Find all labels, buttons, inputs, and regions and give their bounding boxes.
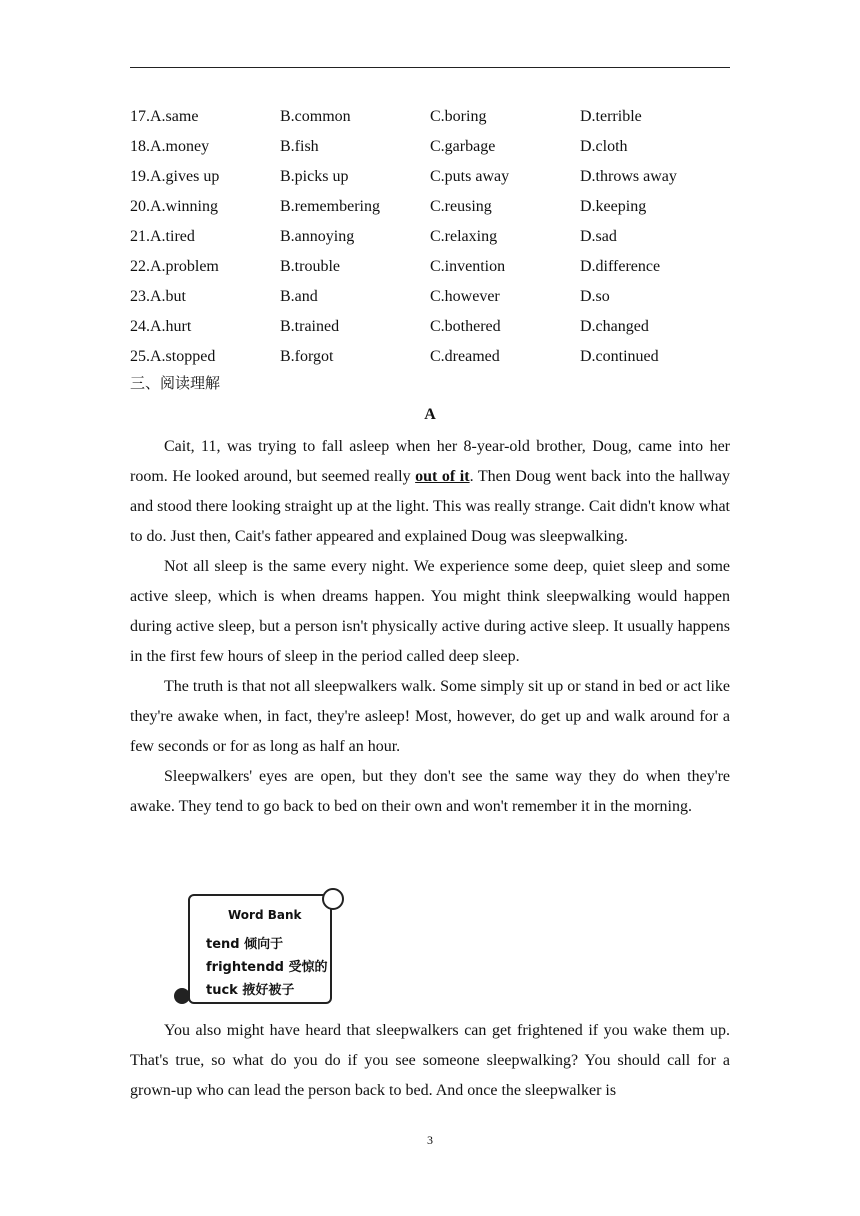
- word-bank-entry: tend 倾向于: [206, 937, 284, 952]
- header-rule: [130, 67, 730, 68]
- paragraph-1: Cait, 11, was trying to fall asleep when her 8-year-old brother, Doug, came into her room. He looked around, but seemed really out of it. Then Doug went back into the hallway and stood there looking straight up at the light. This was really strange. Cait didn't know what to do. Just then, Cait's father appeared and explained Doug was sleepwalking.: [130, 438, 731, 545]
- option-a: 20.A.winning: [130, 198, 218, 215]
- option-a: 23.A.but: [130, 288, 186, 305]
- option-c: C.relaxing: [430, 228, 498, 245]
- section-heading: 三、阅读理解: [130, 374, 221, 392]
- option-row-19: [130, 162, 730, 192]
- option-a: 18.A.money: [130, 138, 210, 155]
- option-d: D.terrible: [580, 108, 642, 125]
- option-c: C.garbage: [430, 138, 496, 155]
- option-c: C.boring: [430, 108, 487, 125]
- option-a: 24.A.hurt: [130, 318, 192, 335]
- option-d: D.sad: [580, 228, 617, 245]
- option-b: B.annoying: [280, 228, 355, 245]
- option-b: B.fish: [280, 138, 319, 155]
- option-c: C.invention: [430, 258, 506, 275]
- option-c: C.reusing: [430, 198, 492, 215]
- passage-title: A: [424, 406, 436, 423]
- option-b: B.forgot: [280, 348, 334, 365]
- option-d: D.changed: [580, 318, 649, 335]
- option-c: C.however: [430, 288, 500, 305]
- option-row-18: [130, 132, 730, 162]
- paragraph-3: The truth is that not all sleepwalkers walk. Some simply sit up or stand in bed or act like they're awake when, in fact, they're asleep! Most, however, do get up and walk around for a few seconds or for as long as half an hour.: [130, 678, 730, 755]
- scroll-curl-icon: [174, 988, 190, 1004]
- word-bank-scroll: [172, 886, 344, 1008]
- option-d: D.cloth: [580, 138, 628, 155]
- passage-body: [130, 432, 730, 822]
- scroll-curl-icon: [322, 888, 344, 910]
- paragraph-5: You also might have heard that sleepwalkers can get frightened if you wake them up. That's true, so what do you do if you see someone sleepwalking? You should call for a grown-up who can lead the person back to bed. And once the sleepwalker is: [130, 1022, 730, 1099]
- option-c: C.dreamed: [430, 348, 500, 365]
- option-b: B.trouble: [280, 258, 340, 275]
- options-table: [130, 102, 730, 372]
- option-a: 17.A.same: [130, 108, 199, 125]
- option-d: D.throws away: [580, 168, 677, 185]
- option-b: B.remembering: [280, 198, 380, 215]
- option-b: B.common: [280, 108, 351, 125]
- option-row-21: [130, 222, 730, 252]
- option-c: C.bothered: [430, 318, 501, 335]
- option-d: D.keeping: [580, 198, 647, 215]
- option-d: D.difference: [580, 258, 661, 275]
- option-row-22: [130, 252, 730, 282]
- paragraph-2: Not all sleep is the same every night. We experience some deep, quiet sleep and some active sleep, which is when dreams happen. You might think sleepwalking would happen during active sleep, but a person isn't physically active during active sleep. It usually happens in the first few hours of sleep in the period called deep sleep.: [130, 558, 730, 665]
- option-b: B.picks up: [280, 168, 349, 185]
- option-row-20: [130, 192, 730, 222]
- option-d: D.continued: [580, 348, 659, 365]
- word-bank-title: Word Bank: [228, 908, 302, 922]
- option-b: B.and: [280, 288, 318, 305]
- passage-continued: [130, 1016, 730, 1106]
- option-a: 19.A.gives up: [130, 168, 220, 185]
- option-row-23: [130, 282, 730, 312]
- option-row-24: [130, 312, 730, 342]
- option-a: 22.A.problem: [130, 258, 219, 275]
- option-a: 21.A.tired: [130, 228, 195, 245]
- option-row-17: [130, 102, 730, 132]
- option-c: C.puts away: [430, 168, 510, 185]
- option-row-25: [130, 342, 730, 372]
- word-bank-entry: tuck 掖好被子: [206, 983, 295, 998]
- page-number: 3: [427, 1133, 433, 1147]
- option-d: D.so: [580, 288, 610, 305]
- word-bank-entry: frightendd 受惊的: [206, 960, 328, 975]
- option-a: 25.A.stopped: [130, 348, 216, 365]
- underlined-phrase: out of it: [415, 468, 470, 485]
- option-b: B.trained: [280, 318, 340, 335]
- paragraph-4: Sleepwalkers' eyes are open, but they don't see the same way they do when they're awake. They tend to go back to bed on their own and won't remember it in the morning.: [130, 768, 730, 815]
